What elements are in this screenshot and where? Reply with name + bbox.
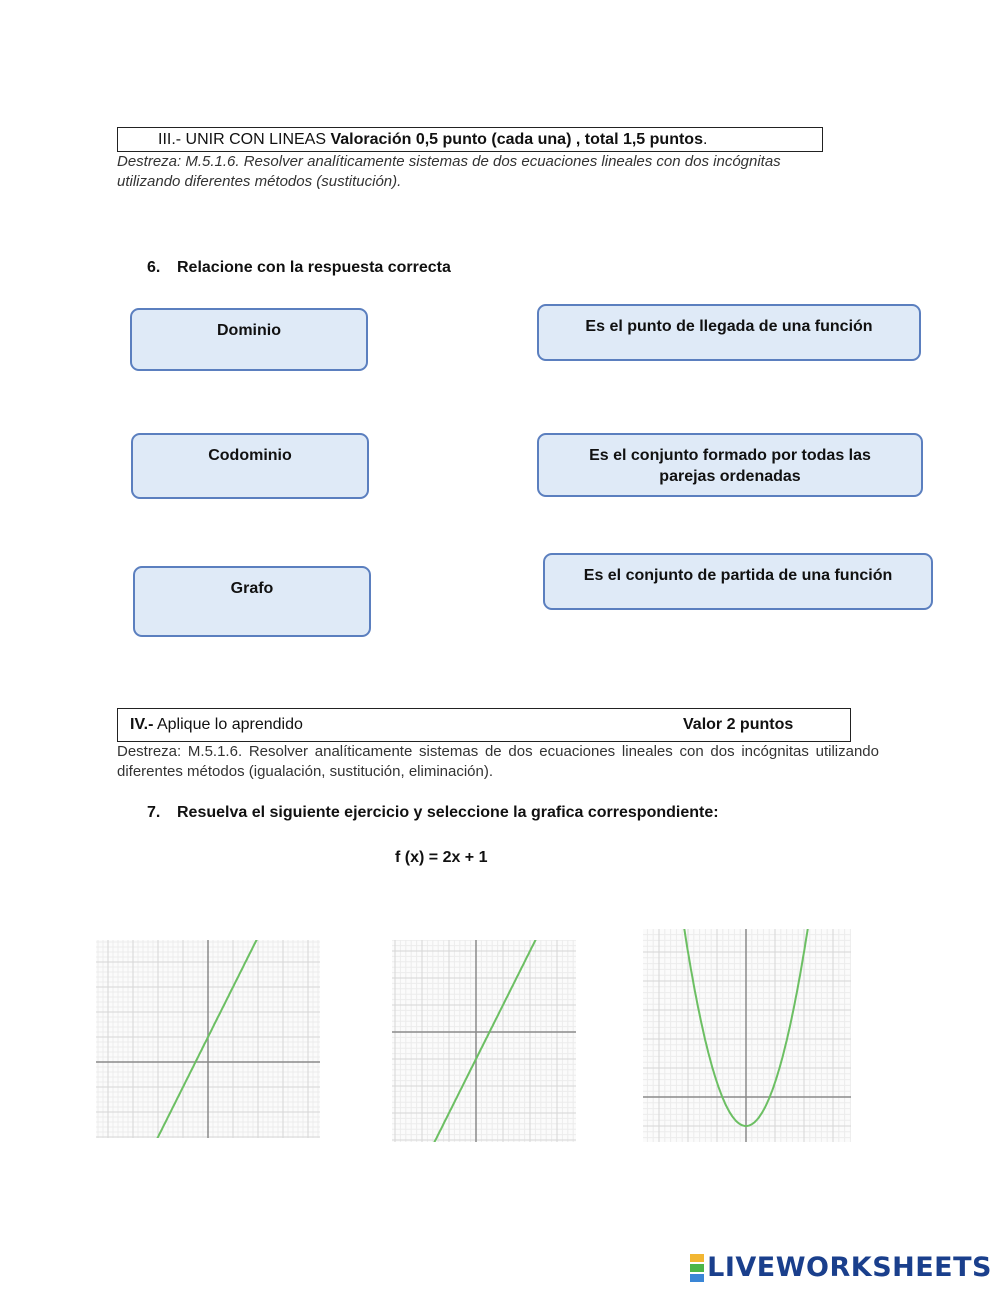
section3-header-suffix: . bbox=[702, 130, 708, 148]
match-right-partida[interactable]: Es el conjunto de partida de una función bbox=[543, 553, 933, 610]
graph-option-1[interactable] bbox=[96, 940, 320, 1138]
match-left-grafo[interactable]: Grafo bbox=[133, 566, 371, 637]
match-left-codominio[interactable]: Codominio bbox=[131, 433, 369, 499]
graph-option-1-plot bbox=[96, 940, 320, 1138]
section4-header bbox=[117, 708, 851, 742]
graph-option-3[interactable] bbox=[643, 929, 851, 1142]
graph-option-3-plot bbox=[643, 929, 851, 1142]
section4-header-text: Aplique lo aprendido bbox=[153, 716, 303, 733]
section4-header-value: Valor 2 puntos bbox=[683, 716, 794, 733]
match-left-dominio[interactable]: Dominio bbox=[130, 308, 368, 371]
brand-name: LIVEWORKSHEETS bbox=[707, 1252, 992, 1283]
question6-number: 6. bbox=[147, 259, 161, 276]
question7-number: 7. bbox=[147, 804, 161, 821]
section3-header-prefix: III.- UNIR CON LINEAS bbox=[158, 130, 331, 148]
section4-header-bold: IV.- bbox=[130, 716, 154, 733]
question7-text: Resuelva el siguiente ejercicio y seleccione la grafica correspondiente: bbox=[177, 804, 719, 821]
question7 bbox=[147, 804, 719, 822]
question6-text: Relacione con la respuesta correcta bbox=[177, 259, 451, 276]
section3-header-bold: Valoración 0,5 punto (cada una) , total 1,5 puntos bbox=[330, 130, 703, 148]
graph-option-2-plot bbox=[392, 940, 576, 1142]
section3-header bbox=[117, 127, 823, 152]
liveworksheets-logo bbox=[690, 1252, 992, 1283]
section3-destreza: Destreza: M.5.1.6. Resolver analíticamente sistemas de dos ecuaciones lineales con dos incógnitas utilizando diferentes métodos (sustitución). bbox=[117, 153, 781, 190]
function-formula: f (x) = 2x + 1 bbox=[395, 849, 488, 866]
match-right-parejas[interactable]: Es el conjunto formado por todas las parejas ordenadas bbox=[537, 433, 923, 497]
graph-option-2[interactable] bbox=[392, 940, 576, 1142]
match-right-llegada[interactable]: Es el punto de llegada de una función bbox=[537, 304, 921, 361]
question6 bbox=[147, 259, 451, 277]
section4-destreza: Destreza: M.5.1.6. Resolver analíticamente sistemas de dos ecuaciones lineales con dos incógnitas utilizando diferentes métodos (igualación, sustitución, eliminación). bbox=[117, 743, 879, 780]
liveworksheets-icon bbox=[690, 1253, 704, 1283]
